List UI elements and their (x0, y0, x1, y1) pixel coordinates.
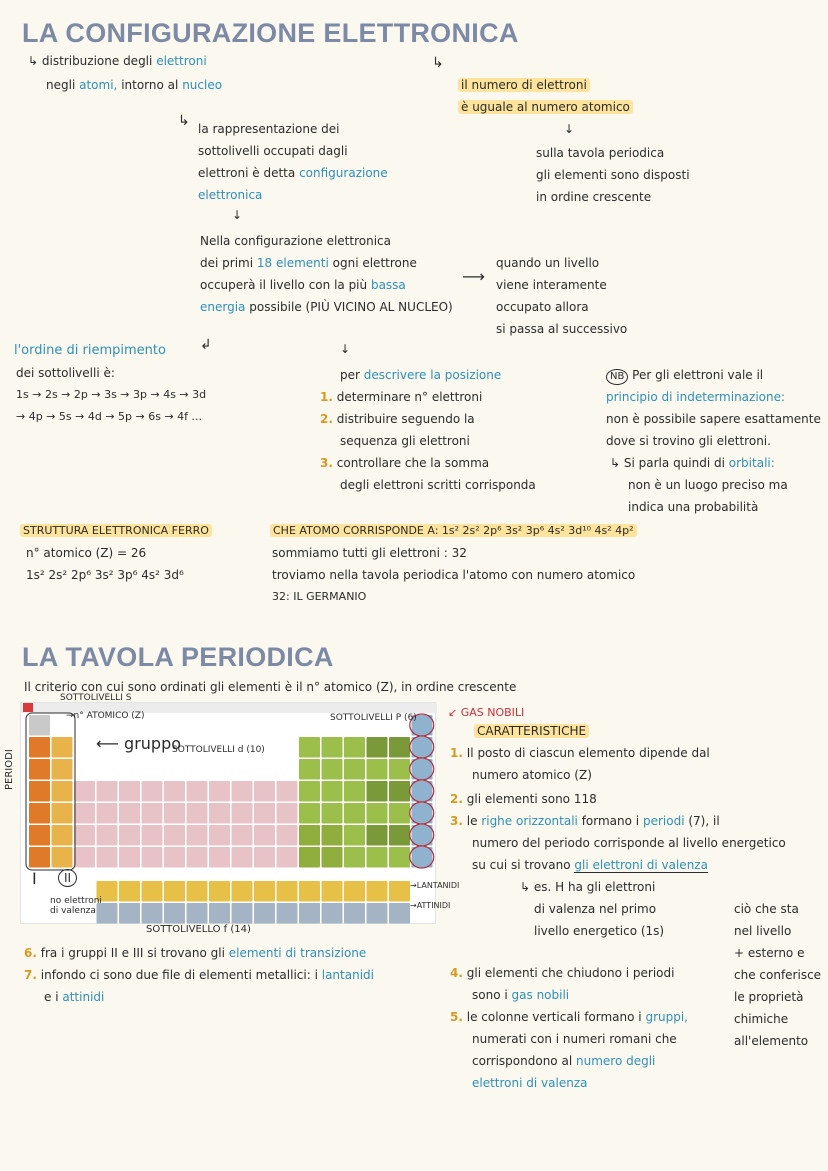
text: infondo ci sono due file di elementi metallici: i (40, 968, 318, 982)
keyword: gas nobili (511, 988, 570, 1002)
label-attinidi: →ATTINIDI (410, 901, 451, 910)
point-4a (450, 962, 674, 984)
element-cell (344, 825, 365, 846)
arrow-right-icon: ⟶ (462, 267, 485, 286)
point-5c: numerati con i numeri romani che (472, 1032, 677, 1046)
point-4b (472, 984, 569, 1006)
text: fra i gruppi II e III si trovano gli (40, 946, 225, 960)
element-cell (344, 781, 365, 802)
point-7 (24, 964, 374, 986)
element-cell (322, 781, 343, 802)
text: GAS NOBILI (460, 706, 525, 719)
element-cell (412, 825, 433, 846)
element-cell (209, 903, 230, 924)
element-cell (299, 881, 320, 902)
text: le colonne verticali formano i (466, 1010, 642, 1024)
element-cell (52, 737, 73, 758)
keyword: nucleo (182, 78, 223, 92)
element-cell (277, 903, 298, 924)
highlight: CARATTERISTICHE (474, 724, 589, 738)
label-no-elettroni: no elettroni di valenza (50, 896, 102, 916)
element-cell (29, 847, 50, 868)
section-title-tavola: LA TAVOLA PERIODICA (22, 642, 334, 672)
text: le (466, 814, 478, 828)
element-cell (187, 825, 208, 846)
element-cell (299, 903, 320, 924)
element-cell (367, 759, 388, 780)
element-cell (367, 737, 388, 758)
element-cell (412, 781, 433, 802)
element-cell (142, 781, 163, 802)
element-cell (187, 803, 208, 824)
side-note-6: chimiche (734, 1012, 789, 1026)
keyword: configurazione (299, 166, 388, 180)
level-line-3: occupato allora (496, 300, 589, 314)
nb-line-2: principio di indeterminazione: (606, 390, 786, 404)
mid-line-4 (200, 296, 453, 318)
element-cell (164, 781, 185, 802)
element-cell (389, 781, 410, 802)
point-7-cont (44, 986, 104, 1008)
nb-line-6: non è un luogo preciso ma (628, 478, 788, 492)
intro-line: Il criterio con cui sono ordinati gli elementi è il n° atomico (Z), in ordine crescente (24, 680, 517, 694)
element-cell (277, 881, 298, 902)
iron-line-2: 1s² 2s² 2p⁶ 3s² 3p⁶ 4s² 3d⁶ (26, 568, 184, 582)
element-cell (412, 847, 433, 868)
text: II (58, 869, 77, 887)
step-text: controllare che la somma (336, 456, 490, 470)
atom-title (270, 520, 637, 542)
example-1 (520, 876, 655, 898)
keyword: gli elettroni di valenza (574, 858, 708, 872)
text: Si parla quindi di (623, 456, 725, 470)
element-cell (254, 803, 275, 824)
text: e i (44, 990, 59, 1004)
step-1 (320, 386, 482, 408)
side-note-4: che conferisce (734, 968, 822, 982)
element-cell (187, 781, 208, 802)
point-3f: numero del periodo corrisponde al livello energetico (472, 836, 786, 850)
element-cell (52, 781, 73, 802)
element-cell (29, 737, 50, 758)
element-cell (187, 847, 208, 868)
point-3a (450, 810, 720, 832)
element-cell (344, 803, 365, 824)
element-cell (142, 825, 163, 846)
element-cell (344, 737, 365, 758)
element-cell (74, 825, 95, 846)
nb-line-7: indica una probabilità (628, 500, 759, 514)
element-cell (412, 803, 433, 824)
keyword: descrivere la posizione (363, 368, 502, 382)
element-cell (367, 903, 388, 924)
point-2 (450, 788, 597, 810)
nb-line-5 (610, 452, 775, 474)
text: intorno al (121, 78, 179, 92)
step-text: distribuire seguendo la (336, 412, 475, 426)
point-1a (450, 742, 710, 764)
text: es. H ha gli elettroni (533, 880, 656, 894)
step-2 (320, 408, 475, 430)
text: dei primi (200, 256, 254, 270)
element-cell (389, 759, 410, 780)
label-sottolivello-f: SOTTOLIVELLO f (14) (146, 924, 251, 935)
arrow-icon: ↳ (610, 456, 621, 470)
rep-line-2: sottolivelli occupati dagli (198, 144, 348, 158)
element-cell (232, 881, 253, 902)
element-cell (142, 803, 163, 824)
element-cell (367, 781, 388, 802)
element-cell (254, 781, 275, 802)
text: gli elementi che chiudono i periodi (466, 966, 675, 980)
caratteristiche-title (474, 720, 589, 742)
element-cell (232, 825, 253, 846)
position-title (340, 364, 501, 386)
rep-line-1: la rappresentazione dei (198, 122, 340, 136)
keyword: elettroni (156, 54, 207, 68)
highlight: è uguale al numero atomico (458, 100, 633, 114)
arrow-icon: ↳ (520, 880, 531, 894)
element-cell (389, 847, 410, 868)
right-line-1: sulla tavola periodica (536, 146, 665, 160)
element-cell (322, 825, 343, 846)
element-cell (299, 803, 320, 824)
periodic-table (20, 702, 436, 924)
point-number: 5. (450, 1010, 463, 1024)
text: gli elementi sono 118 (466, 792, 597, 806)
element-cell (164, 881, 185, 902)
step-number: 2. (320, 412, 333, 426)
text: gruppo (124, 734, 182, 753)
label-periodi: PERIODI (4, 749, 15, 790)
point-number: 3. (450, 814, 463, 828)
step-number: 3. (320, 456, 333, 470)
element-cell (232, 803, 253, 824)
element-cell (254, 881, 275, 902)
text: negli (46, 78, 76, 92)
element-cell (277, 847, 298, 868)
order-line-2: dei sottolivelli è: (16, 366, 115, 380)
arrow-icon: ↳ (178, 113, 190, 129)
label-lantanidi: →LANTANIDI (410, 881, 460, 890)
element-cell (164, 903, 185, 924)
text: Per gli elettroni vale il (632, 368, 764, 382)
element-cell (209, 803, 230, 824)
right-line-2: gli elementi sono disposti (536, 168, 690, 182)
text: occuperà il livello con la più (200, 278, 368, 292)
keyword: periodi (642, 814, 685, 828)
element-cell (322, 737, 343, 758)
nb-line-3: non è possibile sapere esattamente (606, 412, 821, 426)
keyword: 18 elementi (256, 256, 329, 270)
order-title: l'ordine di riempimento (14, 343, 166, 358)
element-cell (74, 781, 95, 802)
text: ATTINIDI (416, 901, 451, 910)
element-cell (29, 825, 50, 846)
element-cell (187, 903, 208, 924)
keyword: orbitali: (728, 456, 775, 470)
text: corrispondono al (472, 1054, 573, 1068)
nb-line-1 (606, 364, 763, 386)
step-3 (320, 452, 489, 474)
element-cell (209, 847, 230, 868)
point-5a (450, 1006, 688, 1028)
element-cell (97, 781, 118, 802)
element-cell (209, 881, 230, 902)
element-cell (277, 825, 298, 846)
label-group-I: I (32, 869, 37, 888)
side-note-5: le proprietà (734, 990, 804, 1004)
element-cell (164, 847, 185, 868)
text: Il posto di ciascun elemento dipende dal (466, 746, 710, 760)
element-cell (119, 825, 140, 846)
element-cell (389, 825, 410, 846)
arrow-icon: ↳ (28, 54, 39, 68)
element-cell (232, 903, 253, 924)
arrow-down-icon: ↓ (232, 208, 243, 222)
text: su cui si trovano (472, 858, 571, 872)
element-cell (97, 825, 118, 846)
table-logo (23, 703, 33, 712)
point-number: 1. (450, 746, 463, 760)
atom-line-3: 32: IL GERMANIO (272, 590, 367, 603)
element-cell (254, 903, 275, 924)
keyword: atomi, (79, 78, 118, 92)
element-cell (367, 825, 388, 846)
element-cell (412, 737, 433, 758)
element-cell (97, 803, 118, 824)
level-line-4: si passa al successivo (496, 322, 628, 336)
keyword: numero degli (575, 1054, 656, 1068)
highlight: il numero di elettroni (458, 78, 590, 92)
definition-line-2 (46, 74, 222, 96)
element-cell (119, 803, 140, 824)
element-cell (232, 847, 253, 868)
arrow-back-icon: ↲ (200, 337, 212, 353)
element-cell (52, 825, 73, 846)
label-gruppo: ⟵ gruppo (96, 734, 182, 753)
element-cell (164, 803, 185, 824)
atom-line-2: troviamo nella tavola periodica l'atomo con numero atomico (272, 568, 636, 582)
element-cell (164, 825, 185, 846)
mid-line-3 (200, 274, 406, 296)
element-cell (29, 759, 50, 780)
element-cell (299, 737, 320, 758)
point-number: 2. (450, 792, 463, 806)
level-line-1: quando un livello (496, 256, 600, 270)
element-cell (74, 803, 95, 824)
example-3: livello energetico (1s) (534, 924, 665, 938)
element-cell (52, 803, 73, 824)
element-cell (344, 847, 365, 868)
element-cell (389, 881, 410, 902)
element-cell (367, 847, 388, 868)
highlight: CHE ATOMO CORRISPONDE A: 1s² 2s² 2p⁶ 3s² 3p⁶ 4s² 3d¹⁰ 4s² 4p² (270, 524, 637, 537)
element-cell (254, 847, 275, 868)
definition-line-1 (28, 50, 207, 72)
side-note-1: ciò che sta (734, 902, 799, 916)
order-sequence-2: → 4p → 5s → 4d → 5p → 6s → 4f ... (16, 410, 203, 423)
element-cell (367, 881, 388, 902)
periodic-table-grid (21, 703, 437, 925)
element-cell (142, 903, 163, 924)
label-group-II (58, 868, 77, 890)
level-line-2: viene interamente (496, 278, 607, 292)
label-sottolivelli-s: SOTTOLIVELLI S (60, 693, 132, 703)
right-highlight-1 (458, 74, 590, 96)
element-cell (254, 825, 275, 846)
text: elettroni è detta (198, 166, 296, 180)
element-cell (119, 881, 140, 902)
label-sottolivelli-d: SOTTOLIVELLI d (10) (172, 745, 265, 755)
element-cell (277, 781, 298, 802)
element-cell (29, 803, 50, 824)
element-cell (322, 759, 343, 780)
element-cell (97, 847, 118, 868)
element-cell (209, 825, 230, 846)
element-cell (322, 881, 343, 902)
keyword: lantanidi (321, 968, 374, 982)
element-cell (299, 781, 320, 802)
text: per (340, 368, 360, 382)
mid-line-2 (200, 252, 417, 274)
element-cell (322, 903, 343, 924)
text: n° ATOMICO (Z) (73, 711, 145, 721)
step-2-cont: sequenza gli elettroni (340, 434, 470, 448)
right-highlight-2 (458, 96, 633, 118)
text: possibile (PIÙ VICINO AL NUCLEO) (249, 300, 453, 314)
element-cell (412, 759, 433, 780)
element-cell (142, 881, 163, 902)
element-cell (52, 759, 73, 780)
element-cell (29, 781, 50, 802)
element-cell (277, 803, 298, 824)
section-title-configurazione: LA CONFIGURAZIONE ELETTRONICA (22, 18, 519, 48)
element-cell (187, 881, 208, 902)
text: distribuzione degli (41, 54, 153, 68)
example-2: di valenza nel primo (534, 902, 657, 916)
label-numero-atomico: →n° ATOMICO (Z) (66, 711, 145, 721)
element-cell (52, 847, 73, 868)
order-sequence-1: 1s → 2s → 2p → 3s → 3p → 4s → 3d (16, 388, 207, 401)
label-sottolivelli-p: SOTTOLIVELLI P (6) (330, 713, 417, 723)
right-line-3: in ordine crescente (536, 190, 652, 204)
highlight: STRUTTURA ELETTRONICA FERRO (20, 524, 212, 537)
element-cell (119, 847, 140, 868)
keyword: energia (200, 300, 246, 314)
keyword: elementi di transizione (228, 946, 367, 960)
step-3-cont: degli elettroni scritti corrisponda (340, 478, 536, 492)
element-cell (142, 847, 163, 868)
element-cell (299, 759, 320, 780)
point-number: 7. (24, 968, 37, 982)
point-number: 6. (24, 946, 37, 960)
nb-badge: NB (606, 369, 628, 385)
mid-line-1: Nella configurazione elettronica (200, 234, 391, 248)
point-1b: numero atomico (Z) (472, 768, 592, 782)
element-cell (344, 903, 365, 924)
element-cell (344, 881, 365, 902)
point-number: 4. (450, 966, 463, 980)
element-cell (367, 803, 388, 824)
element-cell (232, 781, 253, 802)
element-cell (119, 903, 140, 924)
point-3g (472, 854, 708, 876)
arrow-down-icon: ↓ (340, 342, 351, 356)
arrow-down-icon: ↓ (564, 122, 575, 136)
iron-line-1: n° atomico (Z) = 26 (26, 546, 147, 560)
text: sono i (472, 988, 508, 1002)
element-cell (389, 737, 410, 758)
arrow-icon: ↳ (432, 55, 444, 71)
element-cell (29, 715, 50, 736)
text: formano i (581, 814, 640, 828)
element-cell (344, 759, 365, 780)
keyword: righe orizzontali (481, 814, 578, 828)
text: ogni elettrone (332, 256, 417, 270)
element-cell (209, 781, 230, 802)
atom-line-1: sommiamo tutti gli elettroni : 32 (272, 546, 467, 560)
element-cell (389, 903, 410, 924)
element-cell (322, 803, 343, 824)
element-cell (119, 781, 140, 802)
keyword: attinidi (62, 990, 105, 1004)
point-5d (472, 1050, 655, 1072)
element-cell (389, 803, 410, 824)
side-note-2: nel livello (734, 924, 792, 938)
text: (7), il (688, 814, 720, 828)
element-cell (322, 847, 343, 868)
step-text: determinare n° elettroni (336, 390, 483, 404)
element-cell (299, 847, 320, 868)
element-cell (74, 847, 95, 868)
side-note-3: + esterno e (734, 946, 805, 960)
point-6 (24, 942, 366, 964)
element-cell (299, 825, 320, 846)
side-note-7: all'elemento (734, 1034, 809, 1048)
keyword: bassa (370, 278, 406, 292)
text: LANTANIDI (416, 881, 460, 890)
step-number: 1. (320, 390, 333, 404)
rep-line-3 (198, 162, 388, 184)
iron-title (20, 520, 212, 542)
keyword: gruppi, (645, 1010, 688, 1024)
point-5f: elettroni di valenza (472, 1076, 588, 1090)
rep-line-4: elettronica (198, 188, 263, 202)
nb-line-4: dove si trovino gli elettroni. (606, 434, 771, 448)
label-gas-nobili: ↙ GAS NOBILI (448, 706, 525, 719)
